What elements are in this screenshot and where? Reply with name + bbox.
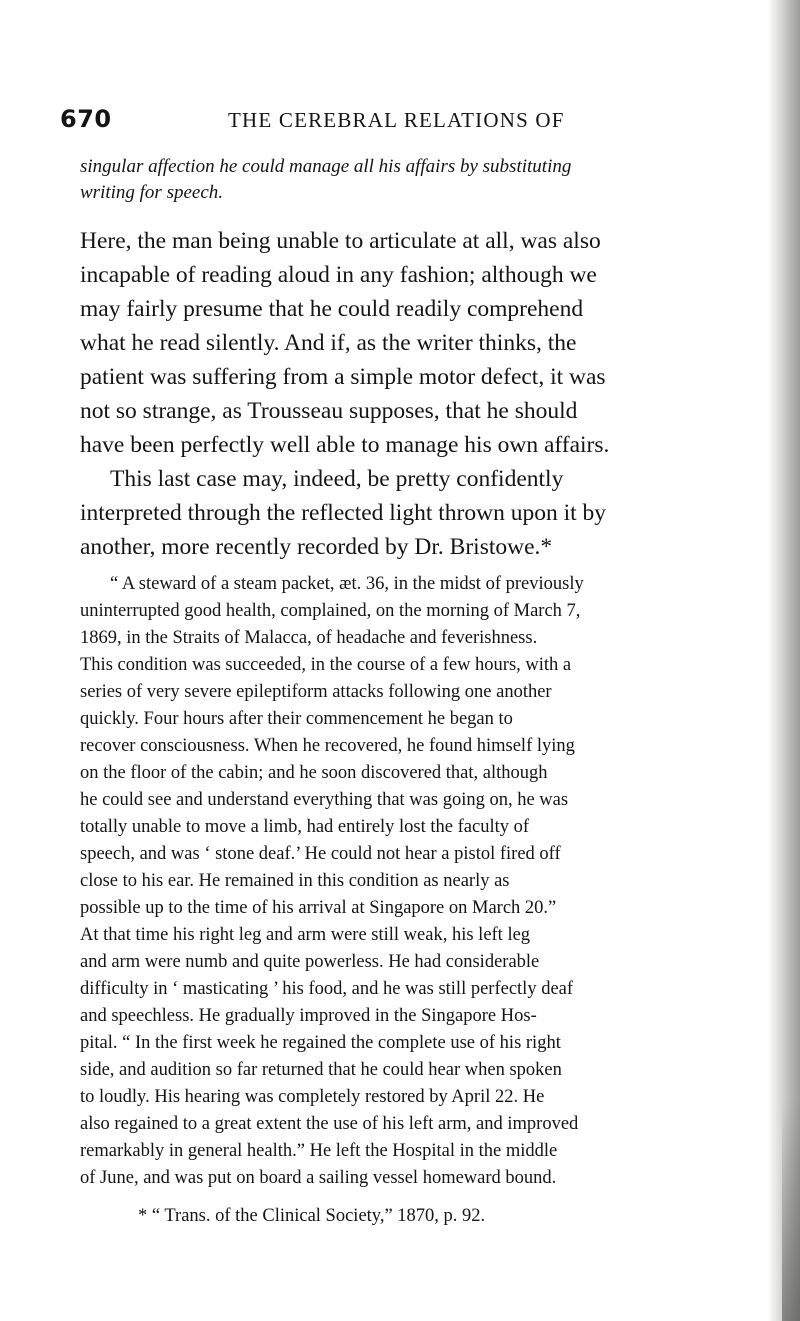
- body-line: have been perfectly well able to manage his own affairs.: [80, 432, 610, 458]
- page-edge-dark-corner: [782, 1100, 800, 1321]
- quote-line: This condition was succeeded, in the course of a few hours, with a: [80, 655, 572, 675]
- quote-line: At that time his right leg and arm were still weak, his left leg: [80, 925, 531, 945]
- quote-line: on the floor of the cabin; and he soon discovered that, although: [80, 763, 548, 783]
- body-line: interpreted through the reflected light thrown upon it by: [80, 500, 606, 526]
- body-line: This last case may, indeed, be pretty confidently: [110, 466, 564, 492]
- quote-line: “ A steward of a steam packet, æt. 36, in the midst of previously: [110, 574, 584, 594]
- body-line: may fairly presume that he could readily comprehend: [80, 296, 584, 322]
- quote-line: and speechless. He gradually improved in the Singapore Hos-: [80, 1006, 537, 1026]
- quote-line: totally unable to move a limb, had entirely lost the faculty of: [80, 817, 530, 837]
- body-line: patient was suffering from a simple motor defect, it was: [80, 364, 606, 390]
- quote-line: and arm were numb and quite powerless. He had considerable: [80, 952, 540, 972]
- footnote: * “ Trans. of the Clinical Society,” 1870, p. 92.: [138, 1206, 486, 1226]
- page-number: 670: [60, 105, 112, 133]
- quote-line: of June, and was put on board a sailing vessel homeward bound.: [80, 1168, 557, 1188]
- quote-line: 1869, in the Straits of Malacca, of headache and feverishness.: [80, 628, 538, 648]
- body-line: not so strange, as Trousseau supposes, that he should: [80, 398, 578, 424]
- quote-line: speech, and was ‘ stone deaf.’ He could not hear a pistol fired off: [80, 844, 561, 864]
- quote-line: difficulty in ‘ masticating ’ his food, and he was still perfectly deaf: [80, 979, 574, 999]
- quote-line: to loudly. His hearing was completely restored by April 22. He: [80, 1087, 545, 1107]
- quote-line: close to his ear. He remained in this condition as nearly as: [80, 871, 510, 891]
- quote-line: pital. “ In the first week he regained the complete use of his right: [80, 1033, 561, 1053]
- body-line: another, more recently recorded by Dr. Bristowe.*: [80, 534, 553, 560]
- quote-line: also regained to a great extent the use of his left arm, and improved: [80, 1114, 579, 1134]
- italic-line: singular affection he could manage all his affairs by substituting: [80, 156, 572, 177]
- quote-line: he could see and understand everything that was going on, he was: [80, 790, 569, 810]
- body-line: Here, the man being unable to articulate at all, was also: [80, 228, 601, 254]
- quote-line: recover consciousness. When he recovered, he found himself lying: [80, 736, 575, 756]
- quote-line: remarkably in general health.” He left the Hospital in the middle: [80, 1141, 558, 1161]
- quote-line: series of very severe epileptiform attacks following one another: [80, 682, 552, 702]
- running-head: THE CEREBRAL RELATIONS OF: [228, 108, 565, 132]
- body-line: what he read silently. And if, as the writer thinks, the: [80, 330, 577, 356]
- quote-line: quickly. Four hours after their commencement he began to: [80, 709, 513, 729]
- quote-line: side, and audition so far returned that he could hear when spoken: [80, 1060, 562, 1080]
- quote-line: uninterrupted good health, complained, on the morning of March 7,: [80, 601, 581, 621]
- italic-line: writing for speech.: [80, 182, 224, 203]
- quote-line: possible up to the time of his arrival at Singapore on March 20.”: [80, 898, 557, 918]
- body-line: incapable of reading aloud in any fashion; although we: [80, 262, 597, 288]
